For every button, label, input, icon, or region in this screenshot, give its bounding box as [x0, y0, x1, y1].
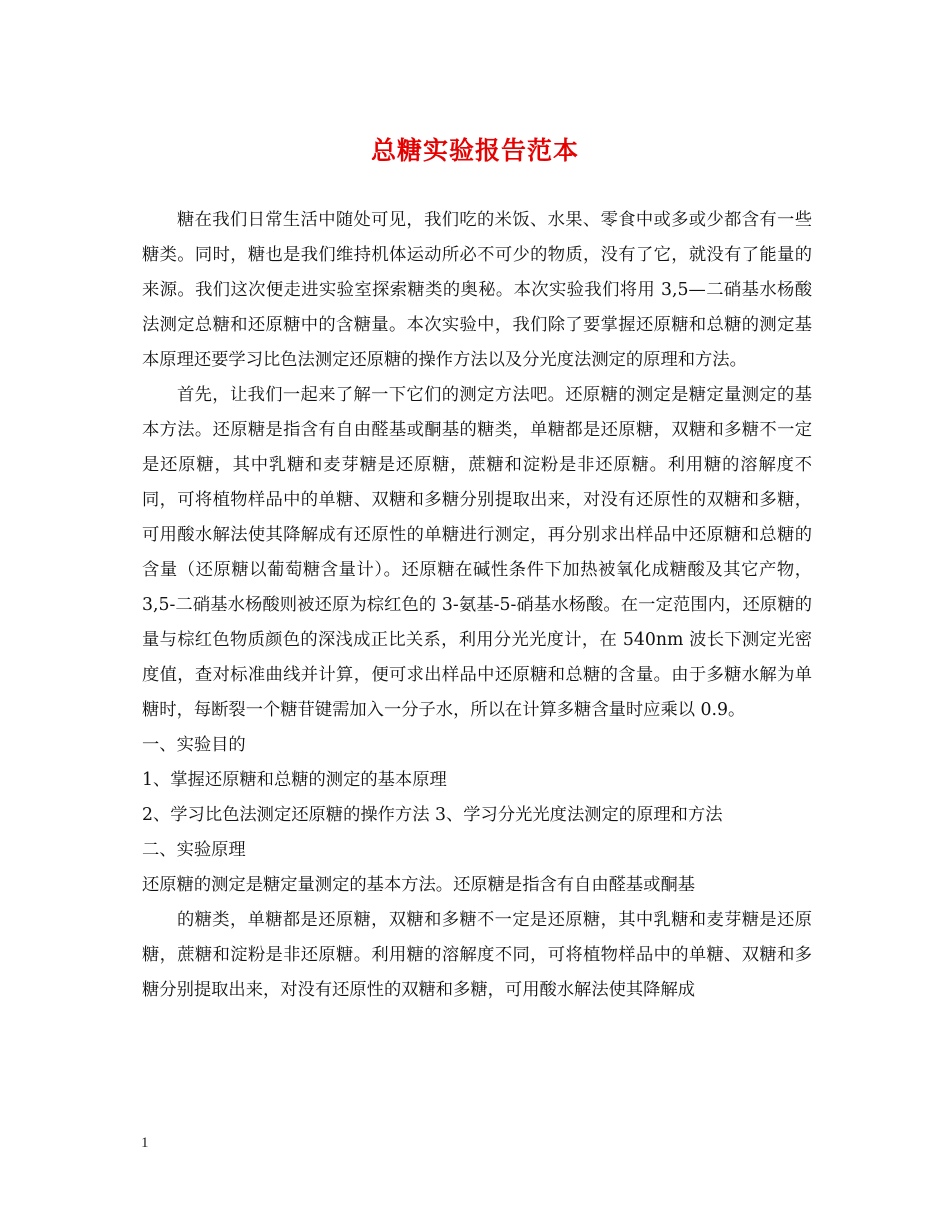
- intro-paragraph: 糖在我们日常生活中随处可见，我们吃的米饭、水果、零食中或多或少都含有一些糖类。同时，糖也是我们维持机体运动所必不可少的物质，没有了它，就没有了能量的来源。我们这次便走进实验室探索糖类的奥秘。本次实验我们将用 3,5—二硝基水杨酸法测定总糖和还原糖中的含糖量。本次实验中，我们除了要掌握还原糖和总糖的测定基本原理还要学习比色法测定还原糖的操作方法以及分光度法测定的原理和方法。: [142, 210, 812, 370]
- section-heading-purpose: 一、实验目的: [142, 735, 246, 755]
- principle-line-1: 还原糖的测定是糖定量测定的基本方法。还原糖是指含有自由醛基或酮基: [142, 875, 696, 895]
- document-body: [142, 203, 812, 1008]
- page-number: 1: [141, 1135, 149, 1151]
- method-paragraph: 首先，让我们一起来了解一下它们的测定方法吧。还原糖的测定是糖定量测定的基本方法。还原糖是指含有自由醛基或酮基的糖类，单糖都是还原糖，双糖和多糖不一定是还原糖，其中乳糖和麦芽糖是还原糖，蔗糖和淀粉是非还原糖。利用糖的溶解度不同，可将植物样品中的单糖、双糖和多糖分别提取出来，对没有还原性的双糖和多糖，可用酸水解法使其降解成有还原性的单糖进行测定，再分别求出样品中还原糖和总糖的含量（还原糖以葡萄糖含量计）。还原糖在碱性条件下加热被氧化成糖酸及其它产物，3,5-二硝基水杨酸则被还原为棕红色的 3-氨基-5-硝基水杨酸。在一定范围内，还原糖的量与棕红色物质颜色的深浅成正比关系，利用分光光度计，在 540nm 波长下测定光密度值，查对标准曲线并计算，便可求出样品中还原糖和总糖的含量。由于多糖水解为单糖时，每断裂一个糖苷键需加入一分子水，所以在计算多糖含量时应乘以 0.9。: [142, 385, 812, 720]
- purpose-item-2: 2、学习比色法测定还原糖的操作方法 3、学习分光光度法测定的原理和方法: [142, 805, 723, 825]
- section-heading-principle: 二、实验原理: [142, 840, 246, 860]
- document-title: 总糖实验报告范本: [370, 136, 579, 165]
- purpose-item-1: 1、掌握还原糖和总糖的测定的基本原理: [142, 770, 447, 790]
- principle-paragraph: 的糖类，单糖都是还原糖，双糖和多糖不一定是还原糖，其中乳糖和麦芽糖是还原糖，蔗糖和淀粉是非还原糖。利用糖的溶解度不同，可将植物样品中的单糖、双糖和多糖分别提取出来，对没有还原性的双糖和多糖，可用酸水解法使其降解成: [142, 910, 812, 1000]
